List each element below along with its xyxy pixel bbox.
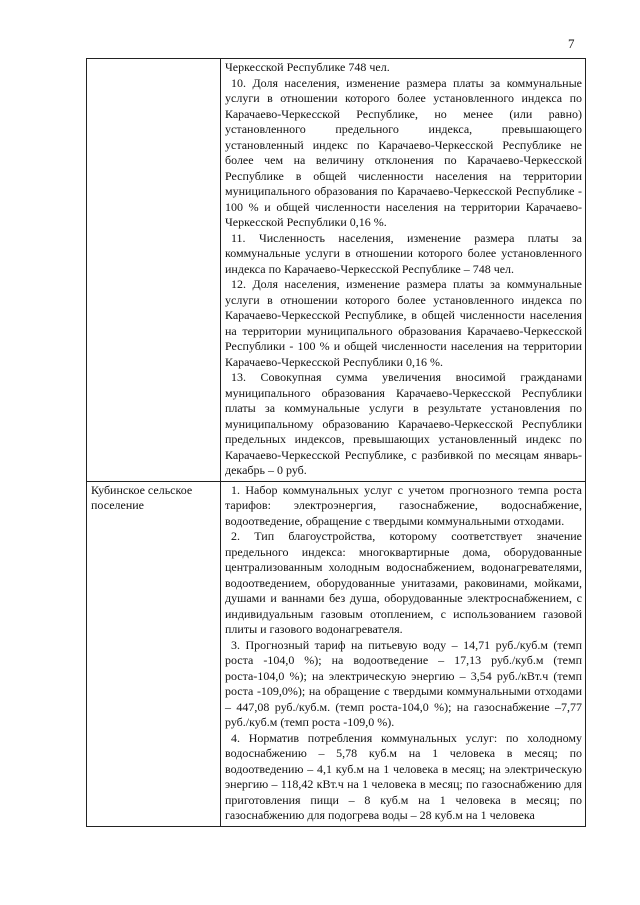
indicators-cell bbox=[221, 59, 586, 482]
municipality-cell bbox=[87, 59, 221, 482]
paragraph: 1. Набор коммунальных услуг с учетом прогнозного темпа роста тарифов: электроэнергия, газоснабжение, водоснабжение, водоотведение, обращение с твердыми коммунальными отходами. bbox=[225, 482, 582, 528]
table-row bbox=[87, 481, 586, 826]
paragraph: 3. Прогнозный тариф на питьевую воду – 14,71 руб./куб.м (темп роста -104,0 %); на водоотведение – 17,13 руб./куб.м (темп роста-104,0 %); на электрическую энергию – 3,54 руб./кВт.ч (темп роста -109,0%); на обращение с твердыми коммунальными отходами – 447,08 руб./куб.м. (темп роста-104,0 %); на газоснабжение –7,77 руб./куб.м (темп роста -109,0 %). bbox=[225, 637, 582, 729]
indicators-cell bbox=[221, 481, 586, 826]
paragraph: 2. Тип благоустройства, которому соответствует значение предельного индекса: многоквартирные дома, оборудованные централизованным холодным водоснабжением, водонагревателями, водоотведением, оборудованные унитазами, раковинами, мойками, душами и ваннами без душа, оборудованные электроснабжением, с индивидуальным газовым отоплением, с использованием газовой плиты и газового водонагревателя. bbox=[225, 529, 582, 636]
paragraph: 11. Численность населения, изменение размера платы за коммунальные услуги в отношении которого более установленного индекса по Карачаево-Черкесской Республике – 748 чел. bbox=[225, 230, 582, 276]
paragraph: 4. Норматив потребления коммунальных услуг: по холодному водоснабжению – 5,78 куб.м на 1 человека в месяц; по водоотведению – 4,1 куб.м на 1 человека в месяц; на электрическую энергию – 118,42 кВт.ч на 1 человека в месяц; по газоснабжению для приготовления пищи – 8 куб.м на 1 человека в месяц; по газоснабжению для подогрева воды – 28 куб.м на 1 человека bbox=[225, 730, 582, 822]
paragraph: 10. Доля населения, изменение размера платы за коммунальные услуги в отношении которого более установленного индекса по Карачаево-Черкесской Республике, но менее (или равно) установленного предельного индекса, превышающего установленный индекс по Карачаево-Черкесской Республике не более чем на величину отклонения по Карачаево-Черкесской Республике в общей численности населения на территории муниципального образования по Карачаево-Черкесской Республике - 100 % и общей численности населения на территории Карачаево-Черкесской Республики 0,16 %. bbox=[225, 75, 582, 229]
table-row bbox=[87, 59, 586, 482]
page-number: 7 bbox=[568, 36, 575, 51]
paragraph: 12. Доля населения, изменение размера платы за коммунальные услуги в отношении которого более установленного индекса по Карачаево-Черкесской Республике, в общей численности населения на территории муниципального образования Карачаево-Черкесской Республики - 100 % и общей численности населения на территории Карачаево-Черкесской Республики 0,16 %. bbox=[225, 277, 582, 369]
document-table bbox=[86, 58, 586, 827]
paragraph: 13. Совокупная сумма увеличения вносимой гражданами муниципального образования Карачаево-Черкесской Республики платы за коммунальные услуги в результате установления по муниципальному образованию Карачаево-Черкесской Республики предельных индексов, превышающих установленный индекс по Карачаево-Черкесской Республике, с разбивкой по месяцам январь-декабрь – 0 руб. bbox=[225, 370, 582, 477]
municipality-cell: Кубинское сельское поселение bbox=[87, 481, 221, 826]
paragraph: Черкесской Республике 748 чел. bbox=[225, 60, 390, 74]
